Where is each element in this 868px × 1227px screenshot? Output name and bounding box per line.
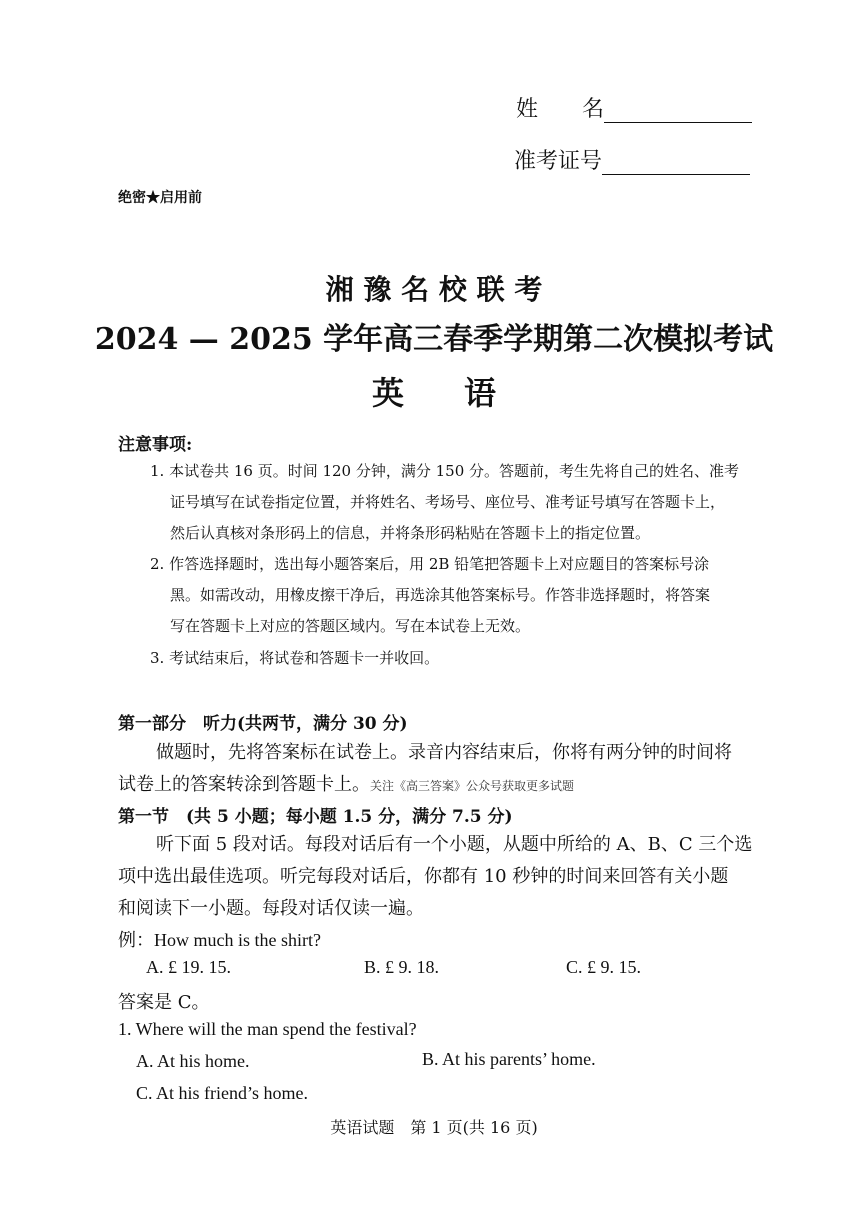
page-footer: 英语试题 第 1 页(共 16 页) — [330, 1118, 538, 1137]
example-answer: 答案是 C。 — [118, 992, 210, 1013]
question-1-option-c: C. At his friend’s home. — [136, 1083, 308, 1103]
example-label: 例： — [118, 930, 154, 951]
part1-intro-line2: 试卷上的答案转涂到答题卡上。 — [118, 774, 370, 795]
notice-line: 黑。如需改动，用橡皮擦干净后，再选涂其他答案标号。作答非选择题时，将答案 — [170, 586, 711, 604]
example-option-c: C. £ 9. 15. — [566, 957, 642, 977]
notice-line: 然后认真核对条形码上的信息，并将条形码粘贴在答题卡上的指定位置。 — [170, 524, 651, 542]
name-field — [516, 92, 752, 123]
part1-heading: 第一部分 听力(共两节，满分 30 分) — [118, 714, 408, 734]
section1-heading: 第一节 (共 5 小题；每小题 1.5 分，满分 7.5 分) — [118, 807, 513, 827]
part1-intro: 做题时，先将答案标在试卷上。录音内容结束后，你将有两分钟的时间将 — [156, 742, 732, 763]
example-question — [118, 926, 321, 952]
section1-instruction: 听下面 5 段对话。每段对话后有一个小题，从题中所给的 A、B、C 三个选 — [156, 834, 753, 855]
question-1: 1. Where will the man spend the festival? — [118, 1019, 417, 1039]
notice-line: 写在答题卡上对应的答题区域内。写在本试卷上无效。 — [170, 617, 531, 635]
part1-intro-cont — [118, 770, 574, 796]
notice-heading: 注意事项: — [118, 435, 193, 455]
name-blank — [604, 121, 752, 123]
notice-line: 证号填写在试卷指定位置，并将姓名、考场号、座位号、准考证号填写在答题卡上， — [170, 493, 726, 511]
name-label: 姓 名 — [516, 97, 605, 122]
notice-line: 2. 作答选择题时，选出每小题答案后，用 2B 铅笔把答题卡上对应题目的答案标号涂 — [150, 555, 710, 573]
exam-title: 2024 — 2025 学年高三春季学期第二次模拟考试 — [94, 322, 774, 357]
question-1-option-a: A. At his home. — [136, 1051, 250, 1071]
notice-line: 3. 考试结束后，将试卷和答题卡一并收回。 — [150, 649, 440, 667]
section1-instruction: 和阅读下一小题。每段对话仅读一遍。 — [118, 898, 424, 919]
example-option-b: B. £ 9. 18. — [364, 957, 440, 977]
section1-instruction: 项中选出最佳选项。听完每段对话后，你都有 10 秒钟的时间来回答有关小题 — [118, 866, 729, 887]
notice-line: 1. 本试卷共 16 页。时间 120 分钟，满分 150 分。答题前，考生先将自己的姓名、准考 — [150, 462, 740, 480]
id-label: 准考证号 — [514, 149, 603, 174]
example-question-text: How much is the shirt? — [154, 930, 321, 950]
secret-mark: 绝密★启用前 — [118, 190, 202, 206]
exam-org-title: 湘 豫 名 校 联 考 — [325, 273, 543, 306]
watermark-text: 关注《高三答案》公众号获取更多试题 — [370, 779, 575, 793]
id-field — [514, 144, 750, 175]
subject-title: 英语 — [371, 374, 556, 412]
id-blank — [602, 173, 750, 175]
question-1-option-b: B. At his parents’ home. — [422, 1049, 596, 1069]
example-option-a: A. £ 19. 15. — [146, 957, 231, 977]
